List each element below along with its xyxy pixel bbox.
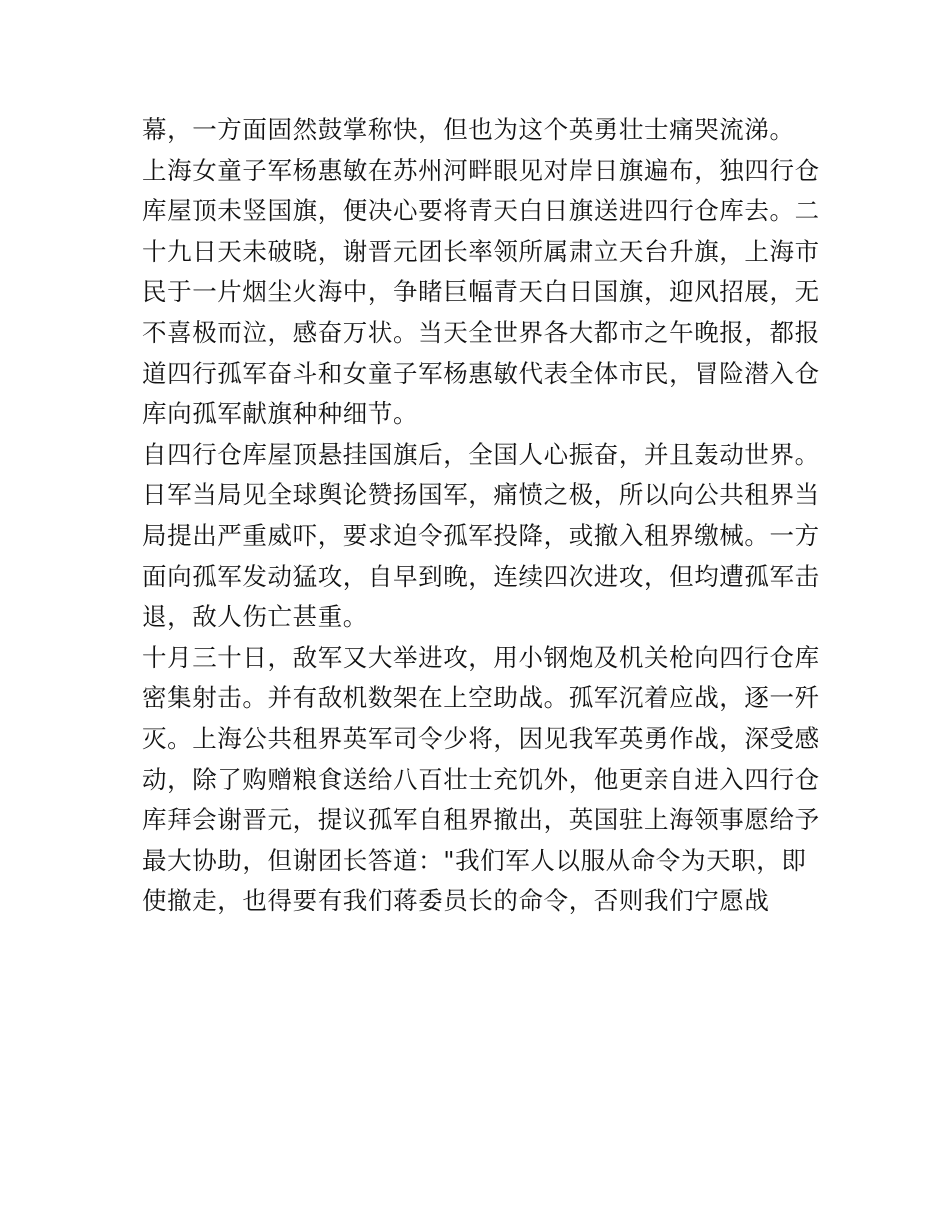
text-line: 使撤走，也得要有我们蒋委员长的命令，否则我们宁愿战: [142, 886, 770, 916]
text-line: 库向孤军献旗种种细节。: [142, 399, 419, 429]
text-line: 库屋顶未竖国旗，便决心要将青天白日旗送进四行仓库去。二: [142, 196, 820, 226]
text-line: 退，敌人伤亡甚重。: [142, 602, 368, 632]
text-line: 动，除了购赠粮食送给八百壮士充饥外，他更亲自进入四行仓: [142, 764, 820, 794]
text-line: 密集射击。并有敌机数架在上空助战。孤军沉着应战，逐一歼: [142, 683, 820, 713]
text-line: 道四行孤军奋斗和女童子军杨惠敏代表全体市民，冒险潜入仓: [142, 358, 820, 388]
text-line: 民于一片烟尘火海中，争睹巨幅青天白日国旗，迎风招展，无: [142, 277, 820, 307]
text-line: 自四行仓库屋顶悬挂国旗后，全国人心振奋，并且轰动世界。: [142, 439, 820, 469]
text-line: 面向孤军发动猛攻，自早到晚，连续四次进攻，但均遭孤军击: [142, 561, 820, 591]
text-line: 库拜会谢晋元，提议孤军自租界撤出，英国驻上海领事愿给予: [142, 805, 820, 835]
text-line: 灭。上海公共租界英军司令少将，因见我军英勇作战，深受感: [142, 723, 820, 753]
text-line: 日军当局见全球舆论赞扬国军，痛愤之极，所以向公共租界当: [142, 480, 820, 510]
text-line: 十月三十日，敌军又大举进攻，用小钢炮及机关枪向四行仓库: [142, 642, 820, 672]
text-line: 不喜极而泣，感奋万状。当天全世界各大都市之午晚报，都报: [142, 317, 820, 347]
text-line: 幕，一方面固然鼓掌称快，但也为这个英勇壮士痛哭流涕。: [142, 115, 795, 144]
text-line: 最大协助，但谢团长答道："我们军人以服从命令为天职，即: [142, 845, 807, 875]
text-line: 十九日天未破晓，谢晋元团长率领所属肃立天台升旗，上海市: [142, 236, 820, 266]
text-line: 上海女童子军杨惠敏在苏州河畔眼见对岸日旗遍布，独四行仓: [142, 155, 820, 185]
body-text: [142, 110, 820, 922]
text-line: 局提出严重威吓，要求迫令孤军投降，或撤入租界缴械。一方: [142, 520, 820, 550]
